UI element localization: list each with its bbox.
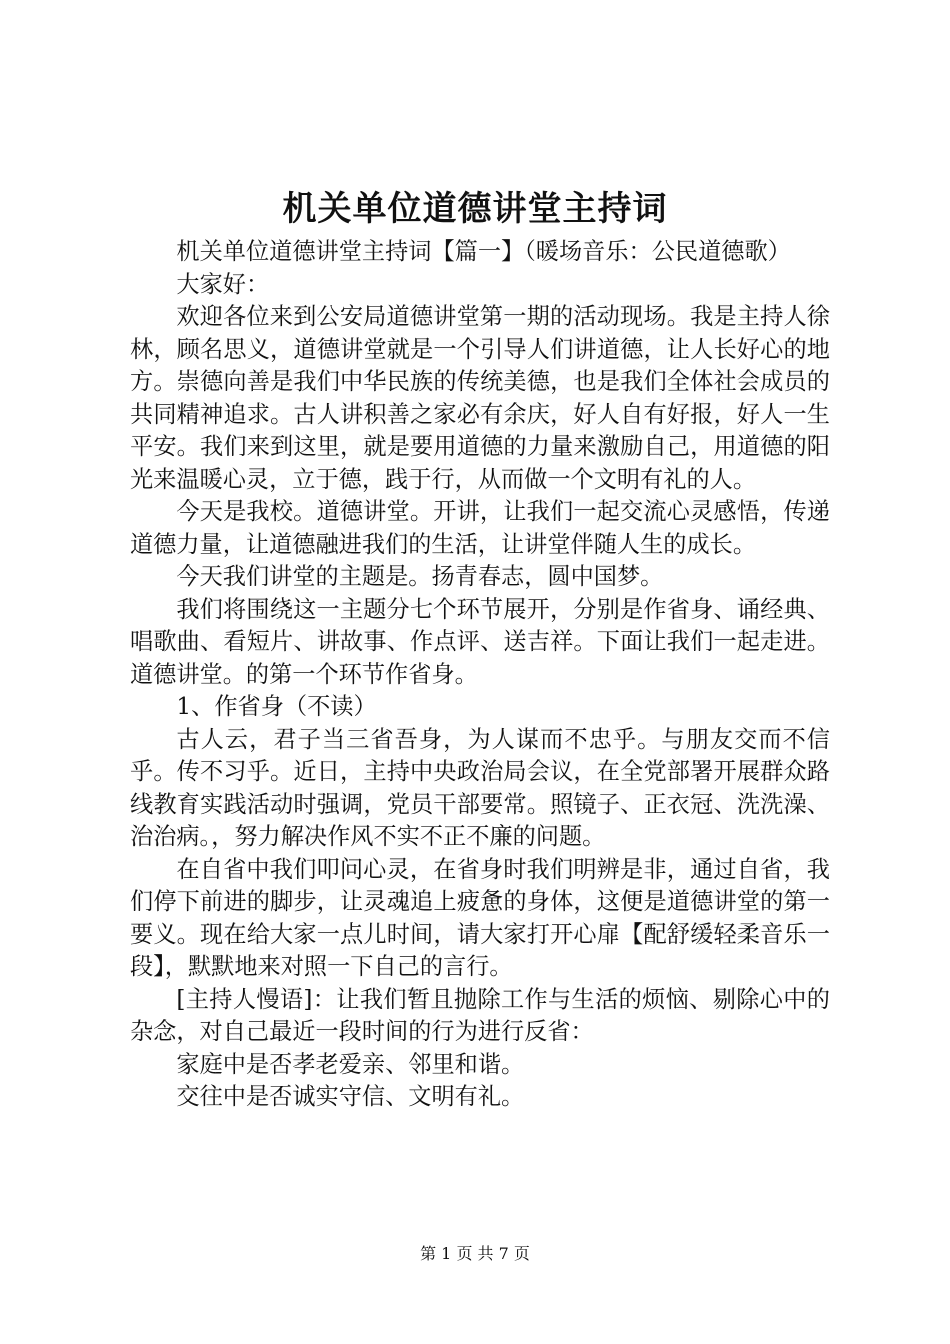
document-body [130, 236, 830, 1114]
paragraph: 我们将围绕这一主题分七个环节展开，分别是作省身、诵经典、唱歌曲、看短片、讲故事、作点评、送吉祥。下面让我们一起走进。道德讲堂。的第一个环节作省身。 [130, 595, 830, 688]
paragraph: [主持人慢语]：让我们暂且抛除工作与生活的烦恼、剔除心中的杂念，对自己最近一段时间的行为进行反省： [130, 985, 830, 1045]
paragraph: 欢迎各位来到公安局道德讲堂第一期的活动现场。我是主持人徐林，顾名思义，道德讲堂就是一个引导人们讲道德，让人长好心的地方。崇德向善是我们中华民族的传统美德，也是我们全体社会成员的共同精神追求。古人讲积善之家必有余庆，好人自有好报，好人一生平安。我们来到这里，就是要用道德的力量来激励自己，用道德的阳光来温暖心灵，立于德，践于行，从而做一个文明有礼的人。 [130, 303, 830, 493]
paragraph: 大家好： [176, 270, 270, 298]
paragraph: 今天我们讲堂的主题是。扬青春志，圆中国梦。 [176, 563, 664, 590]
section-heading: 1、作省身（不读） [176, 693, 377, 720]
paragraph: 今天是我校。道德讲堂。开讲，让我们一起交流心灵感悟，传递道德力量，让道德融进我们的生活，让讲堂伴随人生的成长。 [130, 498, 830, 558]
paragraph: 古人云，君子当三省吾身，为人谋而不忠乎。与朋友交而不信乎。传不习乎。近日，主持中央政治局会议，在全党部署开展群众路线教育实践活动时强调，党员干部要常。照镜子、正衣冠、洗洗澡、治治病。，努力解决作风不实不正不廉的问题。 [130, 725, 830, 850]
document-title: 机关单位道德讲堂主持词 [282, 189, 668, 229]
paragraph: 交往中是否诚实守信、文明有礼。 [176, 1083, 525, 1110]
page-number-footer: 第 1 页 共 7 页 [420, 1244, 530, 1263]
paragraph: 在自省中我们叩问心灵，在省身时我们明辨是非，通过自省，我们停下前进的脚步，让灵魂追上疲惫的身体，这便是道德讲堂的第一要义。现在给大家一点儿时间，请大家打开心扉【配舒缓轻柔音乐一段】，默默地来对照一下自己的言行。 [130, 855, 830, 980]
paragraph: 家庭中是否孝老爱亲、邻里和谐。 [176, 1050, 525, 1078]
paragraph: 机关单位道德讲堂主持词【篇一】（暖场音乐：公民道德歌） [176, 238, 791, 265]
